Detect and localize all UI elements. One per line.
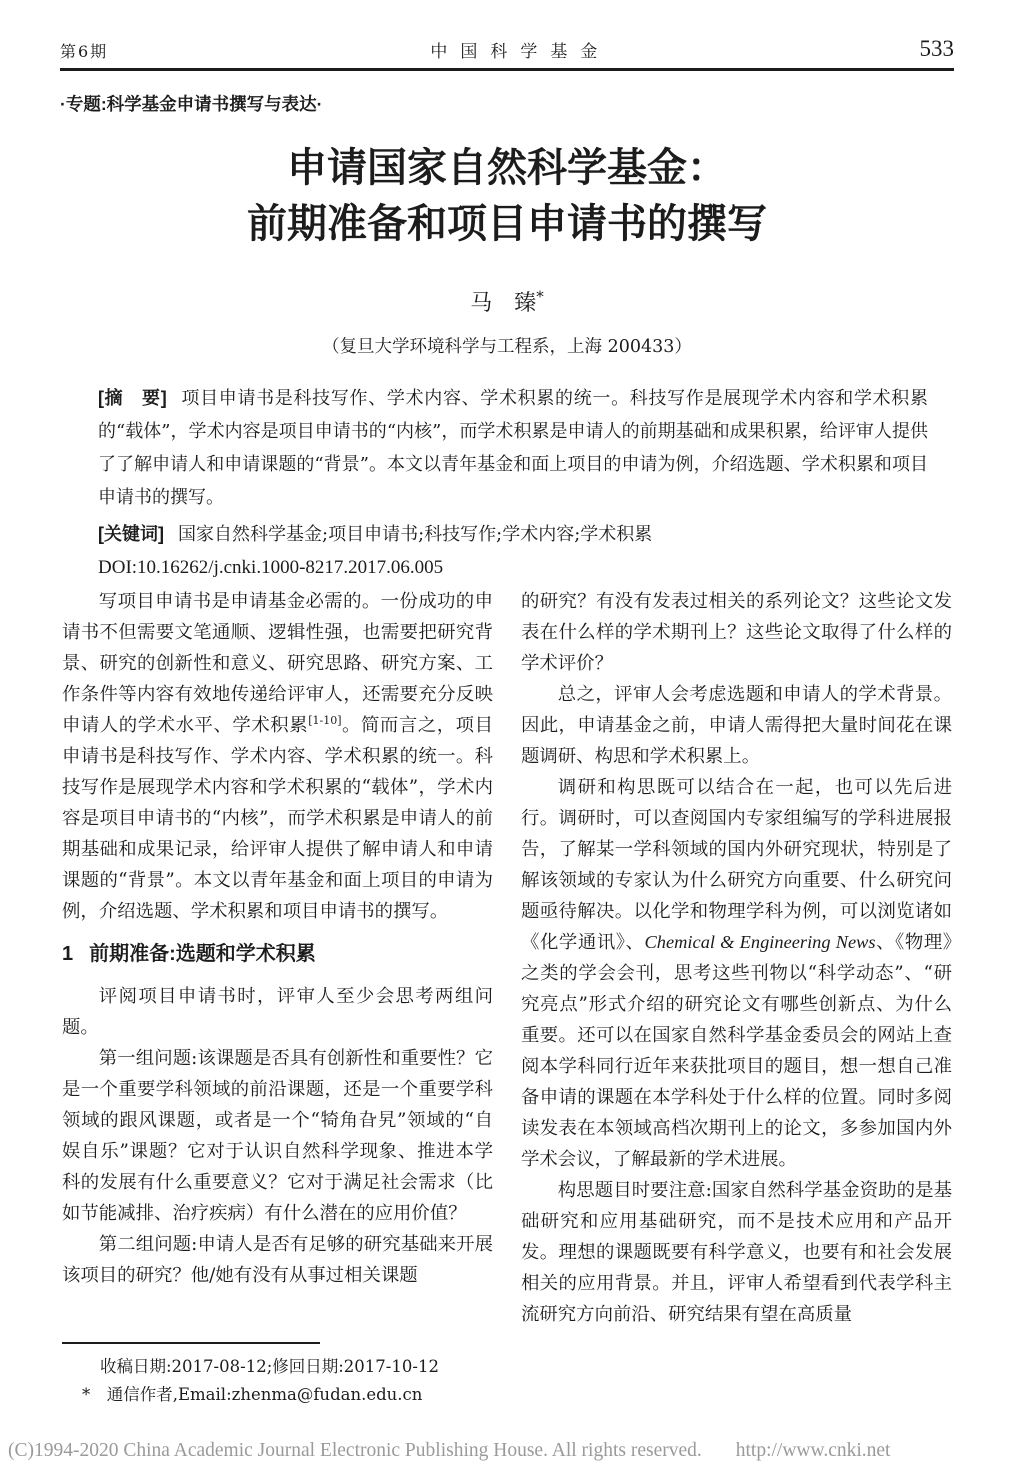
right-column [521, 586, 952, 1330]
english-journal-name: Chemical & Engineering News [644, 932, 876, 952]
footnote-rule [62, 1342, 320, 1344]
paragraph-reviewer-questions: 评阅项目申请书时，评审人至少会思考两组问题。 [62, 986, 493, 1038]
affiliation: （复旦大学环境科学与工程系，上海 200433） [322, 337, 692, 357]
abstract-label: [摘 要] [98, 388, 167, 408]
article-title-line2: 前期准备和项目申请书的撰写 [247, 202, 767, 246]
footnote-dates: 收稿日期:2017-08-12;修回日期:2017-10-12 [100, 1357, 439, 1376]
abstract [98, 382, 928, 514]
author-name: 马 臻* [470, 287, 544, 316]
footnote-corresponding-author: * 通信作者,Email:zhenma@fudan.edu.cn [82, 1385, 423, 1404]
paragraph-summary: 总之，评审人会考虑选题和申请人的学术背景。因此，申请基金之前，申请人需得把大量时间花在课题调研、构思和学术积累上。 [521, 684, 952, 767]
body-columns [62, 586, 952, 1330]
paragraph-research-survey: 调研和构思既可以结合在一起，也可以先后进行。调研时，可以查阅国内专家组编写的学科进展报告，了解某一学科领域的国内外研究现状，特别是了解该领域的专家认为什么研究方向重要、什么研究问题亟待解决。以化学和物理学科为例，可以浏览诸如《化学通讯》、Chemical & Engineering News、《物理》之类的学会会刊，思考这些刊物以“科学动态”、“研究亮点”形式介绍的研究论文有哪些创新点、为什么重要。还可以在国家自然科学基金委员会的网站上查阅本学科同行近年来获批项目的题目，想一想自己准备申请的课题在本学科处于什么样的位置。同时多阅读发表在本领域高档次期刊上的论文，多参加国内外学术会议，了解最新的学术进展。 [521, 777, 952, 1170]
abstract-text: 项目申请书是科技写作、学术内容、学术积累的统一。科技写作是展现学术内容和学术积累的“载体”，学术内容是项目申请书的“内核”，而学术积累是申请人的前期基础和成果积累，给评审人提供了了解申请人和申请课题的“背景”。本文以青年基金和面上项目的申请为例，介绍选题、学术积累和项目申请书的撰写。 [98, 388, 928, 508]
issue-label: 第6期 [60, 42, 109, 61]
paragraph-topic-conception: 构思题目时要注意:国家自然科学基金资助的是基础研究和应用基础研究，而不是技术应用和产品开发。理想的课题既要有科学意义，也要有和社会发展相关的应用背景。并且，评审人希望看到代表学科主流研究方向前沿、研究结果有望在高质量 [521, 1180, 952, 1325]
left-column [62, 586, 493, 1330]
article-title-line1: 申请国家自然科学基金： [287, 146, 727, 190]
keywords-label: [关键词] [98, 524, 164, 544]
running-head [60, 0, 954, 62]
section-heading-1: 1 前期准备:选题和学术积累 [62, 943, 316, 965]
keywords [98, 518, 928, 551]
topic-label: ·专题:科学基金申请书撰写与表达· [60, 94, 323, 114]
footnote [62, 1342, 542, 1409]
paragraph-question-group2: 第二组问题:申请人是否有足够的研究基础来开展该项目的研究？他/她有没有从事过相关课题 [62, 1234, 493, 1286]
corresponding-author-mark: * [536, 287, 544, 306]
copyright-text: (C)1994-2020 China Academic Journal Electronic Publishing House. All rights reserved. [8, 1440, 702, 1461]
article-title [0, 140, 1014, 252]
header-rule [60, 68, 954, 71]
citation-ref: [1-10] [308, 713, 342, 727]
journal-title: 中国科学基金 [430, 42, 611, 62]
doi: DOI:10.16262/j.cnki.1000-8217.2017.06.005 [98, 557, 444, 578]
cnki-url: http://www.cnki.net [735, 1440, 891, 1461]
paragraph-intro: 写项目申请书是申请基金必需的。一份成功的申请书不但需要文笔通顺、逻辑性强，也需要把研究背景、研究的创新性和意义、研究思路、研究方案、工作条件等内容有效地传递给评审人，还需要充分反映申请人的学术水平、学术积累[1-10]。简而言之，项目申请书是科技写作、学术内容、学术积累的统一。科技写作是展现学术内容和学术积累的“载体”，学术内容是项目申请书的“内核”，而学术积累是申请人的前期基础和成果记录，给评审人提供了解申请人和申请课题的“背景”。本文以青年基金和面上项目的申请为例，介绍选题、学术积累和项目申请书的撰写。 [62, 591, 493, 922]
page-number: 533 [919, 36, 954, 61]
paragraph-continuation: 的研究？有没有发表过相关的系列论文？这些论文发表在什么样的学术期刊上？这些论文取得了什么样的学术评价？ [521, 591, 952, 674]
paragraph-question-group1: 第一组问题:该课题是否具有创新性和重要性？它是一个重要学科领域的前沿课题，还是一个重要学科领域的跟风课题，或者是一个“犄角旮旯”领域的“自娱自乐”课题？它对于认识自然科学现象、推进本学科的发展有什么重要意义？它对于满足社会需求（比如节能减排、治疗疾病）有什么潜在的应用价值？ [62, 1048, 493, 1224]
copyright-line [8, 1440, 890, 1462]
keywords-text: 国家自然科学基金;项目申请书;科技写作;学术内容;学术积累 [178, 524, 653, 545]
